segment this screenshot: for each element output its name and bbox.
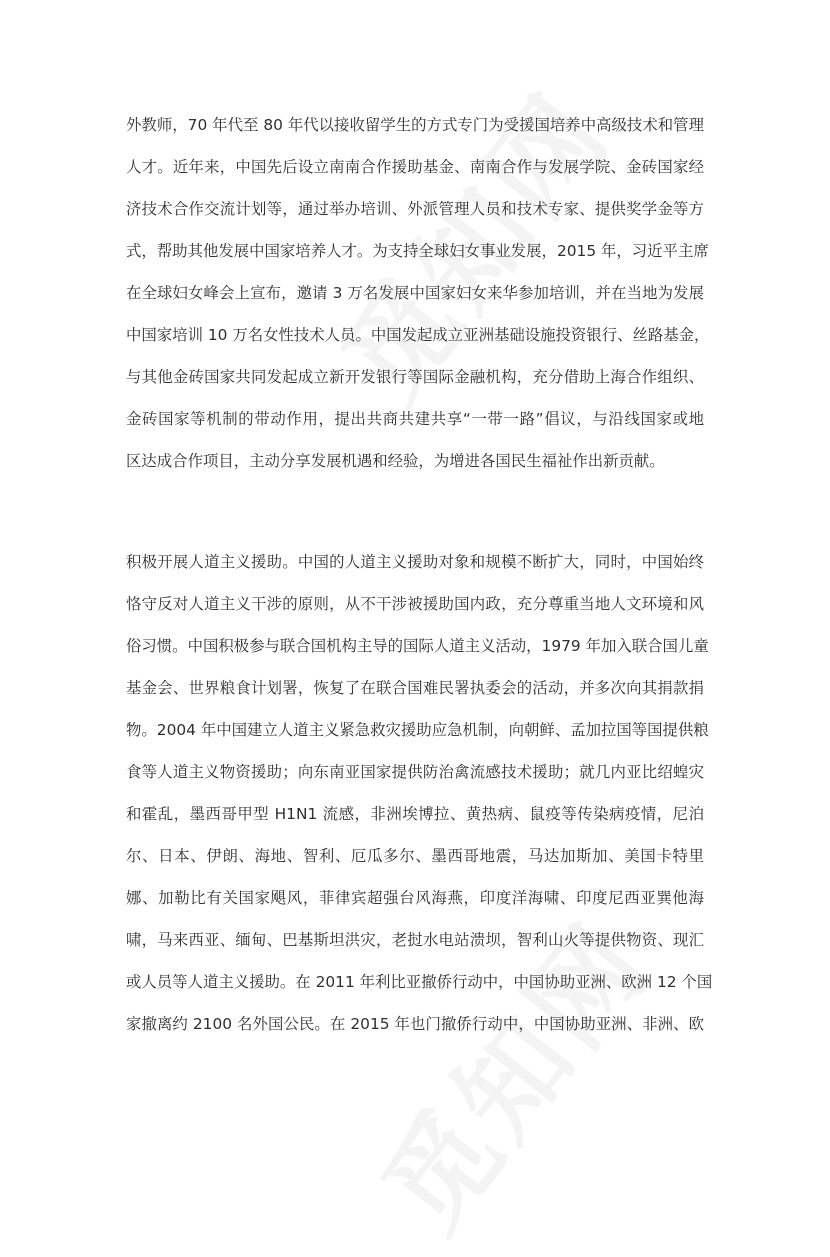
text-line: 区达成合作项目，主动分享发展机遇和经验，为增进各国民生福祉作出新贡献。 xyxy=(126,452,665,470)
text-line: 外教师，70 年代至 80 年代以接收留学生的方式专门为受援国培养中高级技术和管理 xyxy=(126,116,704,134)
text-line: 积极开展人道主义援助。中国的人道主义援助对象和规模不断扩大，同时，中国始终 xyxy=(126,553,704,571)
text-line: 物。2004 年中国建立人道主义紧急救灾援助应急机制，向朝鲜、孟加拉国等国提供粮 xyxy=(126,721,709,739)
text-line: 与其他金砖国家共同发起成立新开发银行等国际金融机构，充分借助上海合作组织、 xyxy=(126,368,704,386)
text-line: 济技术合作交流计划等，通过举办培训、外派管理人员和技术专家、提供奖学金等方 xyxy=(126,200,704,218)
text-line: 人才。近年来，中国先后设立南南合作援助基金、南南合作与发展学院、金砖国家经 xyxy=(126,158,704,176)
text-line: 食等人道主义物资援助；向东南亚国家提供防治禽流感技术援助；就几内亚比绍蝗灾 xyxy=(126,763,704,781)
text-line: 尔、日本、伊朗、海地、智利、厄瓜多尔、墨西哥地震，马达加斯加、美国卡特里 xyxy=(126,847,704,865)
text-line: 基金会、世界粮食计划署，恢复了在联合国难民署执委会的活动，并多次向其捐款捐 xyxy=(126,679,704,697)
text-line: 家撤离约 2100 名外国公民。在 2015 年也门撤侨行动中，中国协助亚洲、非洲、欧 xyxy=(126,1015,704,1033)
text-line: 恪守反对人道主义干涉的原则，从不干涉被援助国内政，充分尊重当地人文环境和风 xyxy=(126,595,704,613)
text-line: 中国家培训 10 万名女性技术人员。中国发起成立亚洲基础设施投资银行、丝路基金， xyxy=(126,326,710,344)
text-line: 啸，马来西亚、缅甸、巴基斯坦洪灾，老挝水电站溃坝，智利山火等提供物资、现汇 xyxy=(126,931,704,949)
text-line: 俗习惯。中国积极参与联合国机构主导的国际人道主义活动，1979 年加入联合国儿童 xyxy=(126,637,709,655)
text-line: 或人员等人道主义援助。在 2011 年利比亚撤侨行动中，中国协助亚洲、欧洲 12 个国 xyxy=(126,973,713,991)
text-line: 和霍乱，墨西哥甲型 H1N1 流感，非洲埃博拉、黄热病、鼠疫等传染病疫情，尼泊 xyxy=(126,805,704,823)
text-line: 式，帮助其他发展中国家培养人才。为支持全球妇女事业发展，2015 年，习近平主席 xyxy=(126,242,709,260)
text-line: 在全球妇女峰会上宣布，邀请 3 万名发展中国家妇女来华参加培训，并在当地为发展 xyxy=(126,284,704,302)
text-line: 金砖国家等机制的带动作用，提出共商共建共享“一带一路”倡议，与沿线国家或地 xyxy=(126,410,704,428)
text-line: 娜、加勒比有关国家飓风，菲律宾超强台风海燕，印度洋海啸、印度尼西亚巽他海 xyxy=(126,889,704,907)
